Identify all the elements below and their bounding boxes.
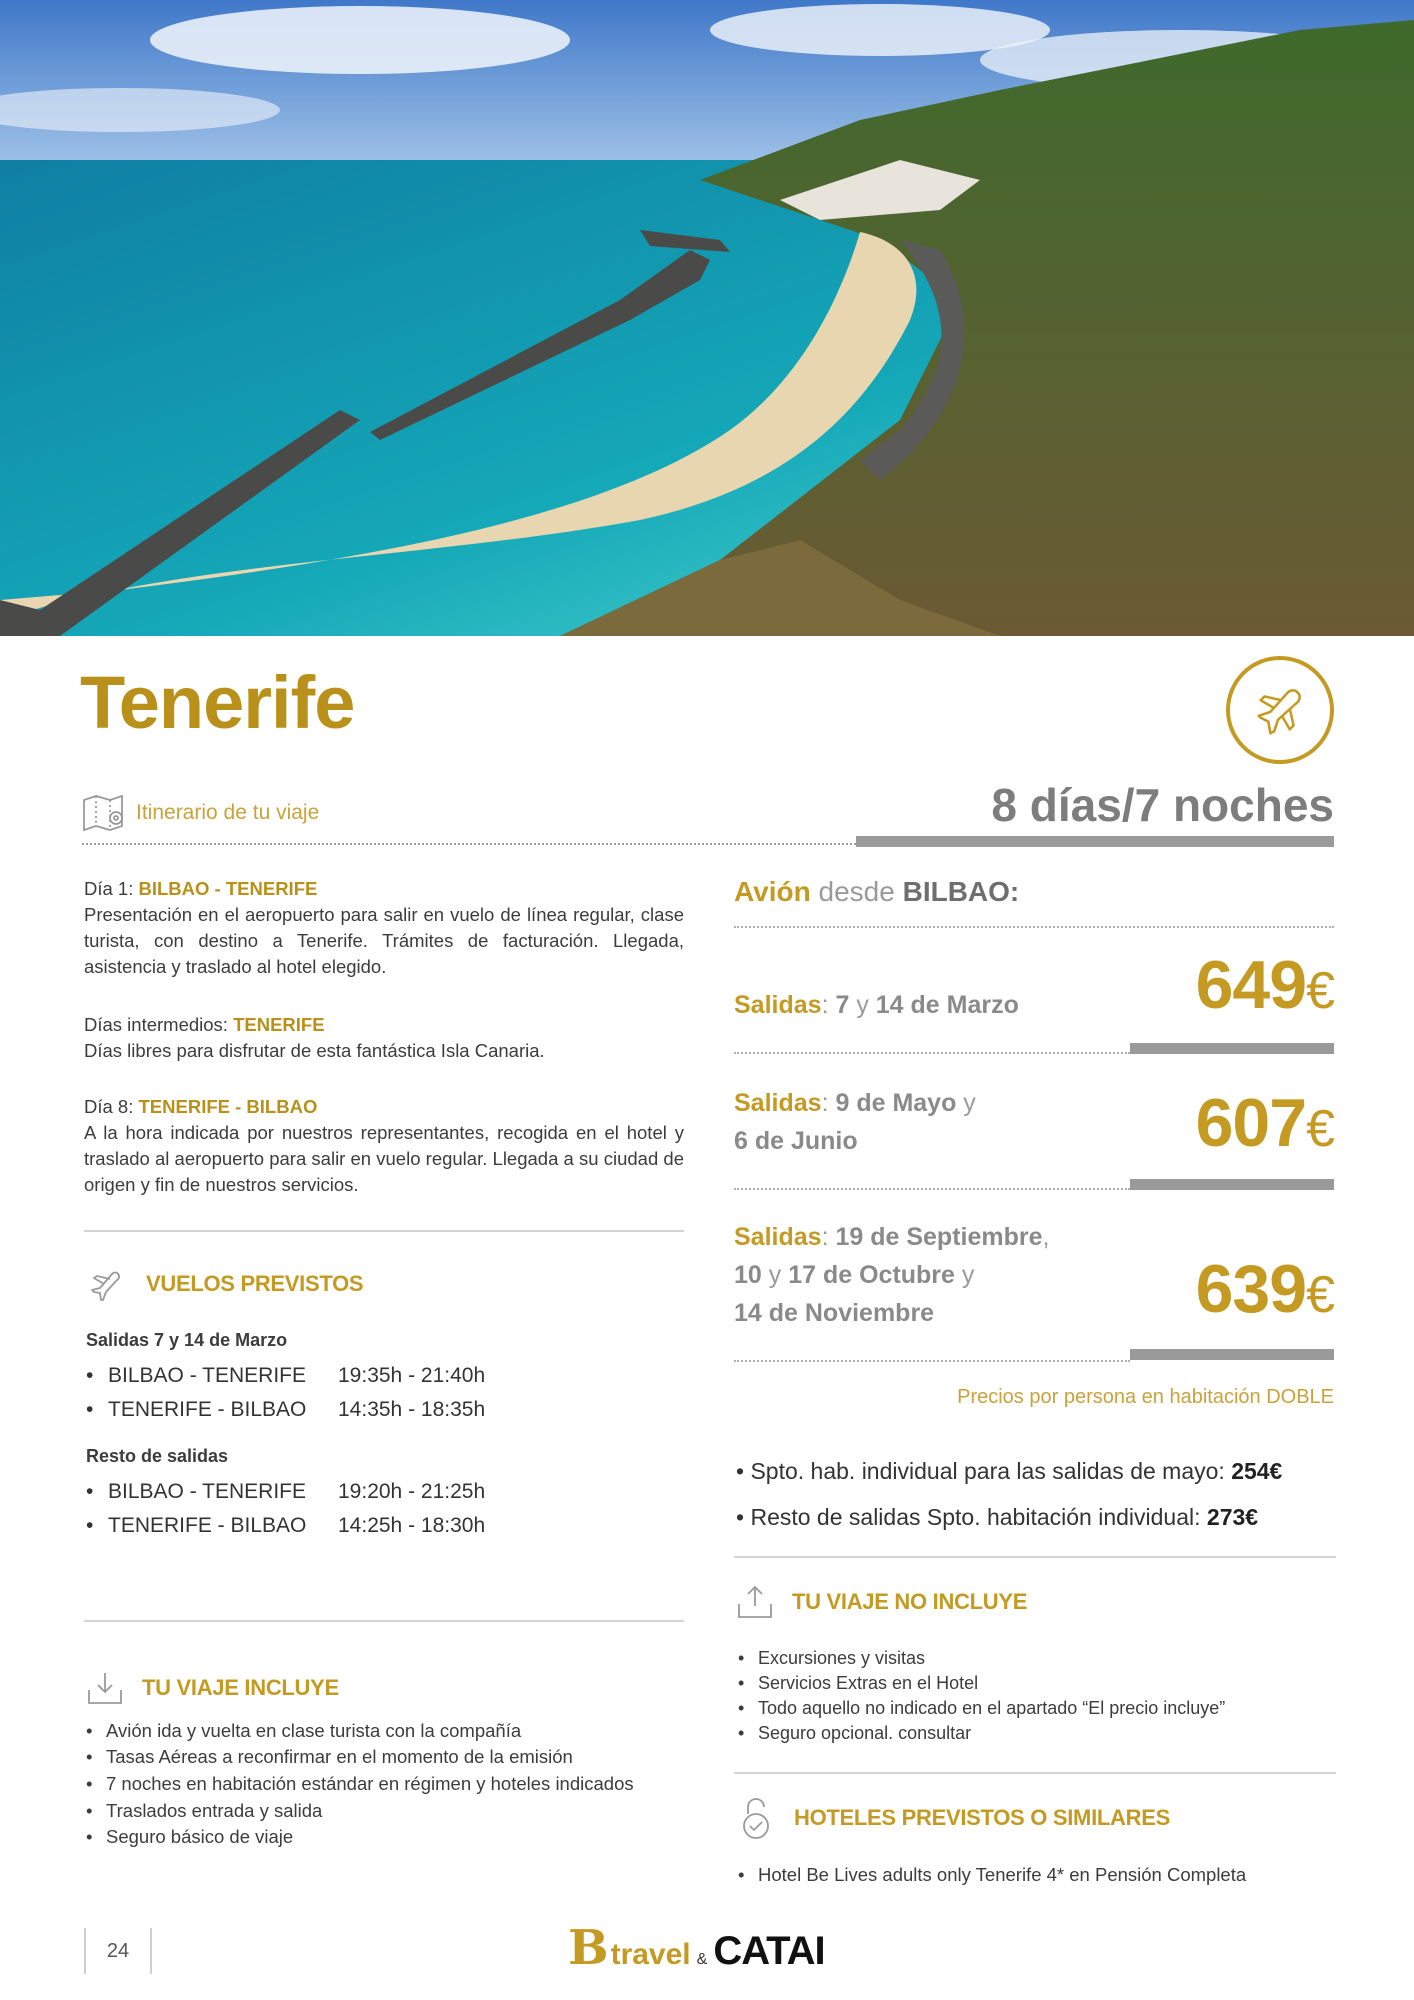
divider	[734, 1188, 1130, 1190]
flight-time: 14:35h - 18:35h	[338, 1398, 486, 1421]
supplement-amount: 254€	[1231, 1458, 1283, 1484]
includes-heading	[86, 1670, 339, 1706]
list-item: • Tasas Aéreas a reconfirmar en el momento de la emisión	[84, 1744, 644, 1770]
conjunction: y	[849, 991, 876, 1019]
flight-group-marzo	[86, 1330, 686, 1427]
flight-route: TENERIFE - BILBAO	[108, 1398, 307, 1421]
trip-duration: 8 días/7 noches	[991, 779, 1334, 831]
currency-symbol: €	[1306, 962, 1334, 1020]
price-bar	[1130, 1043, 1334, 1054]
flight-row: • BILBAO - TENERIFE 19:20h - 21:25h	[86, 1475, 686, 1509]
logo-travel: travel	[610, 1938, 691, 1971]
flight-row: • TENERIFE - BILBAO 14:35h - 18:35h	[86, 1393, 686, 1427]
day-intermediate	[84, 1012, 684, 1064]
departure-date: 19 de Septiembre	[835, 1223, 1043, 1251]
list-item: • Excursiones y visitas	[736, 1646, 1296, 1671]
departure-date: 14 de Noviembre	[734, 1299, 935, 1327]
list-item: • Servicios Extras en el Hotel	[736, 1671, 1296, 1696]
day-route: TENERIFE - BILBAO	[138, 1096, 318, 1117]
flight-time: 14:25h - 18:30h	[338, 1514, 486, 1537]
not-included-list	[736, 1646, 1296, 1746]
departure-date: 14 de Marzo	[875, 991, 1019, 1019]
price-value: 649	[1195, 947, 1307, 1023]
includes-heading-label: TU VIAJE INCLUYE	[142, 1675, 339, 1700]
divider	[734, 1772, 1336, 1774]
price-value: 639	[1195, 1251, 1307, 1327]
lock-check-icon	[736, 1796, 776, 1840]
list-item: • Todo aquello no indicado en el apartado “El precio incluye”	[736, 1696, 1296, 1721]
price-value: 607	[1195, 1085, 1307, 1161]
list-item: • Traslados entrada y salida	[84, 1798, 644, 1824]
divider	[734, 1052, 1130, 1054]
day-route: TENERIFE	[233, 1014, 325, 1035]
not-included-heading-label: TU VIAJE NO INCLUYE	[792, 1589, 1028, 1614]
flight-route: TENERIFE - BILBAO	[108, 1514, 307, 1537]
duration-bar	[856, 836, 1334, 847]
flight-time: 19:20h - 21:25h	[338, 1480, 486, 1503]
day-1	[84, 876, 684, 980]
day-label: Día 1:	[84, 878, 139, 899]
itinerary-heading	[82, 792, 319, 834]
supplement-text: Resto de salidas Spto. habitación individual:	[750, 1504, 1207, 1530]
departure-date: 7	[835, 991, 850, 1019]
flight-route: BILBAO - TENERIFE	[108, 1364, 306, 1387]
day-label: Días intermedios:	[84, 1014, 234, 1035]
flight-origin	[734, 876, 1019, 908]
flight-group-resto	[86, 1446, 686, 1543]
includes-list	[84, 1718, 644, 1850]
day-8	[84, 1094, 684, 1198]
price-bar	[1130, 1179, 1334, 1190]
avion-label: Avión	[734, 876, 811, 907]
upload-icon	[736, 1584, 774, 1620]
hero-photo	[0, 0, 1414, 636]
plane-badge	[1226, 656, 1334, 764]
conjunction: y	[956, 1089, 976, 1117]
logo-b: B	[568, 1920, 609, 1976]
flight-route: BILBAO - TENERIFE	[108, 1480, 306, 1503]
logo-catai: CATAI	[713, 1929, 825, 1973]
departure-date: 9 de Mayo	[835, 1089, 957, 1117]
airplane-icon	[88, 1266, 128, 1302]
departure-option-1: Salidas: 7 y 14 de Marzo	[734, 991, 1019, 1019]
itinerary-heading-label: Itinerario de tu viaje	[136, 801, 320, 824]
divider	[734, 1556, 1336, 1558]
supplement-text: Spto. hab. individual para las salidas de mayo:	[750, 1458, 1232, 1484]
day-text: Presentación en el aeropuerto para salir en vuelo de línea regular, clase turista, con destino a Tenerife. Trámites de facturación. Llegada, asistencia y traslado al hotel elegido.	[84, 904, 684, 977]
flights-heading	[88, 1266, 363, 1302]
list-item: • Avión ida y vuelta en clase turista con la compañía	[84, 1718, 644, 1744]
map-icon	[82, 792, 126, 834]
conjunction: ,	[1042, 1223, 1050, 1251]
flight-time: 19:35h - 21:40h	[338, 1364, 486, 1387]
divider	[84, 1230, 684, 1232]
list-item: • Hotel Be Lives adults only Tenerife 4* en Pensión Completa	[736, 1862, 1336, 1887]
hotels-list	[736, 1862, 1336, 1887]
not-included-heading	[736, 1584, 1027, 1620]
price-option-1	[1196, 946, 1334, 1024]
download-icon	[86, 1670, 124, 1706]
supplement-amount: 273€	[1206, 1504, 1259, 1530]
divider	[734, 1360, 1130, 1362]
desde-label: desde	[810, 876, 903, 907]
airplane-icon	[1249, 679, 1311, 741]
supplement-2: • Resto de salidas Spto. habitación individual: 273€	[736, 1504, 1259, 1530]
flight-row: • BILBAO - TENERIFE 19:35h - 21:40h	[86, 1359, 686, 1393]
departure-option-3: Salidas: 19 de Septiembre, 10 y 17 de Octubre y 14 de Noviembre	[734, 1223, 1050, 1327]
day-label: Día 8:	[84, 1096, 139, 1117]
day-text: Días libres para disfrutar de esta fantástica Isla Canaria.	[84, 1040, 545, 1061]
itinerary-divider	[82, 843, 856, 845]
price-note: Precios por persona en habitación DOBLE	[957, 1386, 1334, 1408]
flight-group-title: Resto de salidas	[86, 1446, 229, 1466]
divider	[734, 926, 1334, 928]
flights-heading-label: VUELOS PREVISTOS	[146, 1271, 364, 1296]
divider	[84, 1620, 684, 1622]
flight-group-title: Salidas 7 y 14 de Marzo	[86, 1330, 288, 1350]
hotels-heading-label: HOTELES PREVISTOS O SIMILARES	[794, 1805, 1170, 1830]
list-item: • Seguro opcional. consultar	[736, 1721, 1296, 1746]
supplement-1: • Spto. hab. individual para las salidas de mayo: 254€	[736, 1458, 1283, 1484]
page-title: Tenerife	[80, 661, 355, 744]
list-item: • 7 noches en habitación estándar en régimen y hoteles indicados	[84, 1773, 644, 1795]
price-option-2	[1196, 1084, 1334, 1162]
salidas-label: Salidas	[734, 1089, 822, 1117]
conjunction: y	[761, 1261, 789, 1289]
salidas-label: Salidas	[734, 1223, 822, 1251]
logo-amp: &	[696, 1951, 708, 1968]
hotels-heading	[736, 1796, 1170, 1840]
currency-symbol: €	[1306, 1100, 1334, 1158]
salidas-label: Salidas	[734, 991, 822, 1019]
departure-date: 17 de Octubre	[788, 1261, 955, 1289]
brand-logo	[568, 1920, 825, 1976]
flight-row: • TENERIFE - BILBAO 14:25h - 18:30h	[86, 1509, 686, 1543]
day-text: A la hora indicada por nuestros representantes, recogida en el hotel y traslado al aeropuerto para salir en vuelo regular. Llegada a su ciudad de origen y fin de nuestros servicios.	[84, 1122, 684, 1195]
origin-city: BILBAO:	[902, 876, 1020, 907]
departure-option-2: Salidas: 9 de Mayo y 6 de Junio	[734, 1089, 976, 1155]
list-item: • Seguro básico de viaje	[84, 1824, 644, 1850]
day-route: BILBAO - TENERIFE	[138, 878, 318, 899]
conjunction: y	[954, 1261, 975, 1289]
price-bar	[1130, 1349, 1334, 1360]
page-number: 24	[84, 1928, 152, 1974]
price-option-3	[1196, 1250, 1334, 1328]
departure-date: 10	[734, 1261, 762, 1289]
departure-date: 6 de Junio	[734, 1127, 858, 1155]
currency-symbol: €	[1306, 1266, 1334, 1324]
